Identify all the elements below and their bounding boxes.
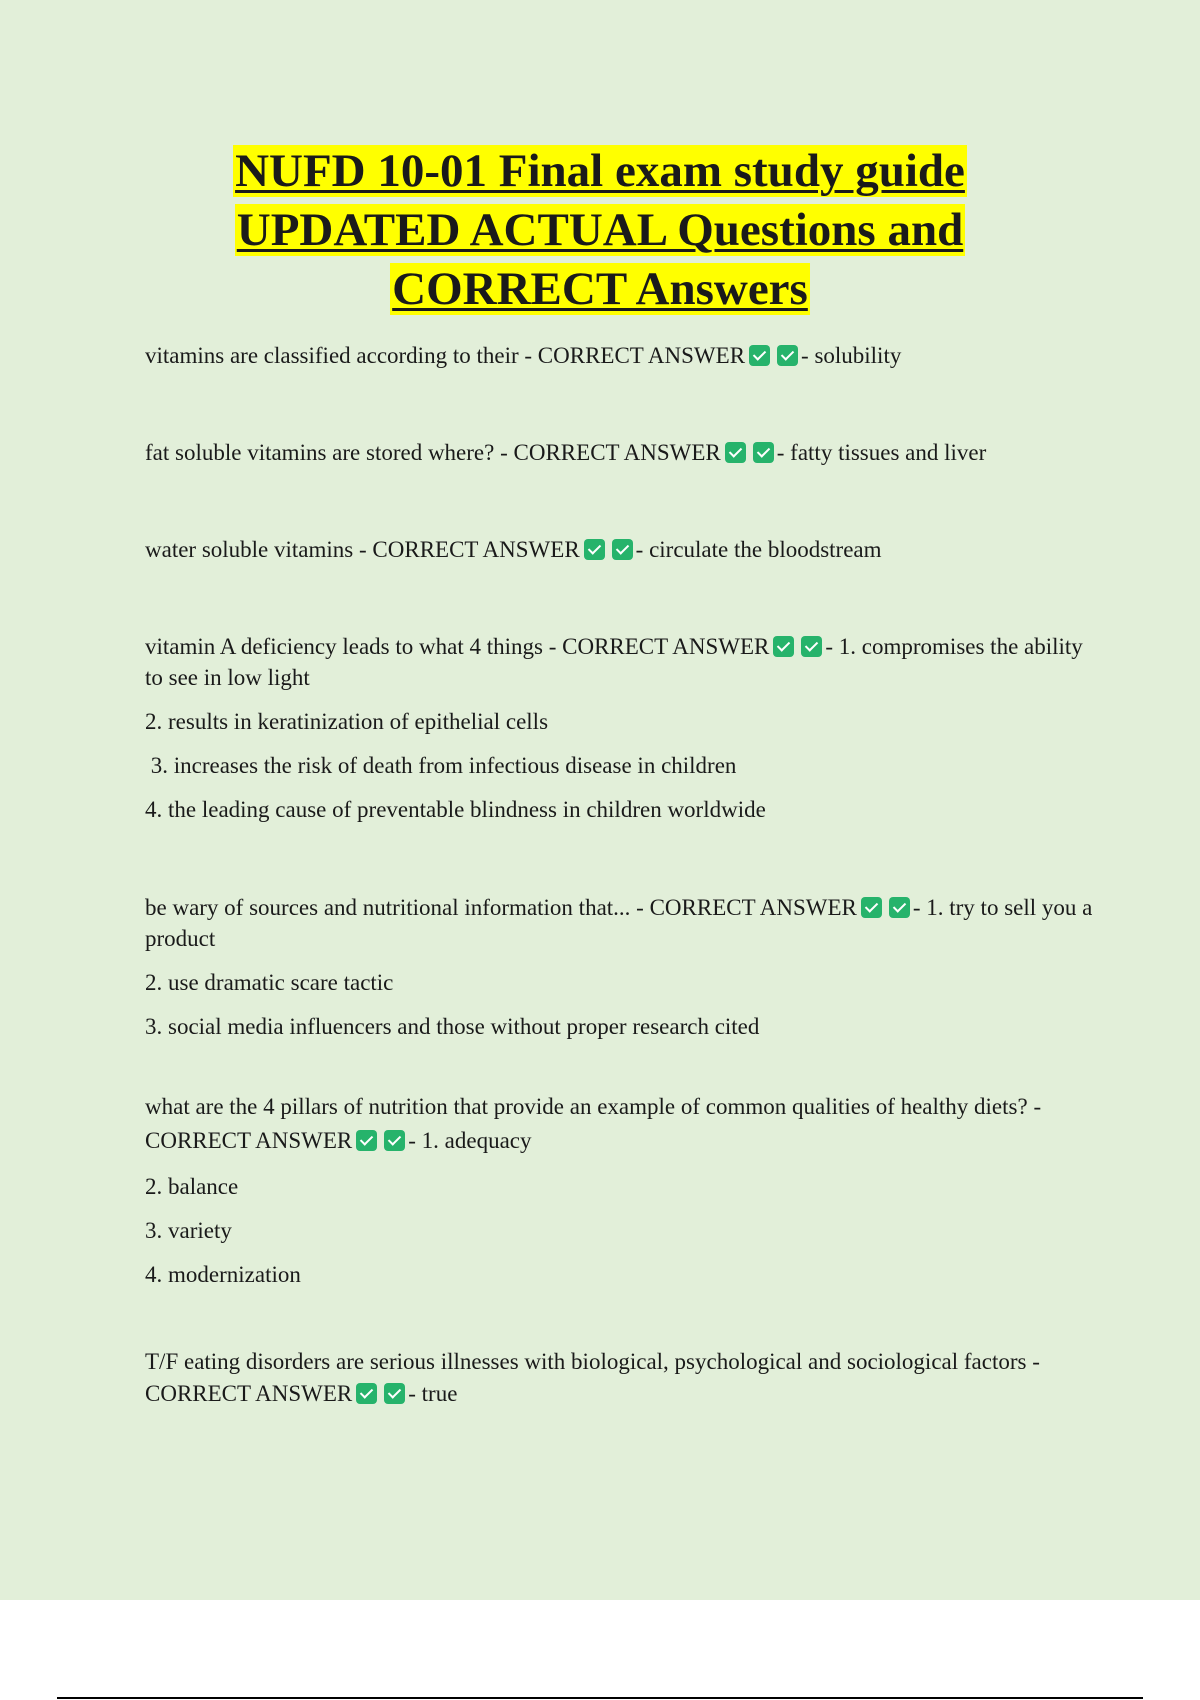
check-square-icon bbox=[861, 897, 882, 918]
check-square-icon bbox=[749, 345, 770, 366]
check-square-icon bbox=[889, 897, 910, 918]
answer-text: - 1. try to sell you a product bbox=[145, 895, 1093, 951]
footer-rule bbox=[57, 1697, 1143, 1699]
question-text: vitamins are classified according to their - bbox=[145, 343, 538, 368]
question-text: vitamin A deficiency leads to what 4 things - bbox=[145, 634, 563, 659]
answer-marker: CORRECT ANSWER bbox=[562, 634, 770, 659]
check-square-icon bbox=[801, 636, 822, 657]
answer-marker: CORRECT ANSWER bbox=[145, 1381, 353, 1406]
document-title bbox=[0, 142, 1200, 319]
answer-marker: CORRECT ANSWER bbox=[145, 1128, 353, 1153]
title-line-1: NUFD 10-01 Final exam study guide bbox=[235, 145, 965, 197]
answer-text: - solubility bbox=[801, 343, 902, 368]
qa-list bbox=[145, 340, 1095, 1410]
check-square-icon bbox=[725, 442, 746, 463]
check-square-icon bbox=[584, 539, 605, 560]
question-text: be wary of sources and nutritional information that... - bbox=[145, 895, 650, 920]
check-square-icon bbox=[356, 1130, 377, 1151]
qa-line bbox=[145, 534, 1095, 565]
qa-line bbox=[145, 1090, 1095, 1158]
question-text: fat soluble vitamins are stored where? - bbox=[145, 440, 514, 465]
answer-marker: CORRECT ANSWER bbox=[537, 343, 746, 368]
answer-text: - true bbox=[408, 1381, 458, 1406]
check-square-icon bbox=[384, 1130, 405, 1151]
answer-text: - circulate the bloodstream bbox=[635, 537, 882, 562]
answer-continuation: 2. use dramatic scare tactic bbox=[145, 970, 394, 995]
qa-item bbox=[145, 631, 1095, 825]
answer-marker: CORRECT ANSWER bbox=[372, 537, 580, 562]
title-line-3: CORRECT Answers bbox=[392, 263, 808, 315]
answer-continuation: 2. balance bbox=[145, 1174, 239, 1199]
answer-continuation: 2. results in keratinization of epithelial cells bbox=[145, 709, 549, 734]
qa-item bbox=[145, 1090, 1095, 1290]
qa-item bbox=[145, 1346, 1095, 1410]
answer-continuation: 4. the leading cause of preventable blindness in children worldwide bbox=[145, 797, 766, 822]
check-square-icon bbox=[773, 636, 794, 657]
check-square-icon bbox=[753, 442, 774, 463]
answer-continuation: 3. increases the risk of death from infectious disease in children bbox=[145, 753, 737, 778]
title-line-2: UPDATED ACTUAL Questions and bbox=[236, 204, 964, 256]
qa-line bbox=[145, 892, 1095, 954]
question-text: what are the 4 pillars of nutrition that provide an example of common qualities of healthy diets? - bbox=[145, 1094, 1042, 1119]
check-square-icon bbox=[612, 539, 633, 560]
check-square-icon bbox=[356, 1383, 377, 1404]
qa-line bbox=[145, 340, 1095, 371]
qa-item bbox=[145, 340, 1095, 371]
qa-line bbox=[145, 631, 1095, 693]
answer-continuation: 3. social media influencers and those without proper research cited bbox=[145, 1014, 760, 1039]
qa-item bbox=[145, 534, 1095, 565]
qa-line bbox=[145, 437, 1095, 468]
answer-continuation: 4. modernization bbox=[145, 1262, 301, 1287]
question-text: T/F eating disorders are serious illnesses with biological, psychological and sociological factors - bbox=[145, 1349, 1040, 1374]
qa-item bbox=[145, 892, 1095, 1042]
question-text: water soluble vitamins - bbox=[145, 537, 373, 562]
answer-marker: CORRECT ANSWER bbox=[649, 895, 857, 920]
answer-text: - fatty tissues and liver bbox=[776, 440, 987, 465]
answer-marker: CORRECT ANSWER bbox=[513, 440, 721, 465]
answer-text: - 1. compromises the ability to see in low light bbox=[145, 634, 1083, 690]
check-square-icon bbox=[384, 1383, 405, 1404]
answer-continuation: 3. variety bbox=[145, 1218, 232, 1243]
check-square-icon bbox=[777, 345, 798, 366]
qa-item bbox=[145, 437, 1095, 468]
answer-text: - 1. adequacy bbox=[408, 1128, 532, 1153]
qa-line bbox=[145, 1346, 1095, 1410]
